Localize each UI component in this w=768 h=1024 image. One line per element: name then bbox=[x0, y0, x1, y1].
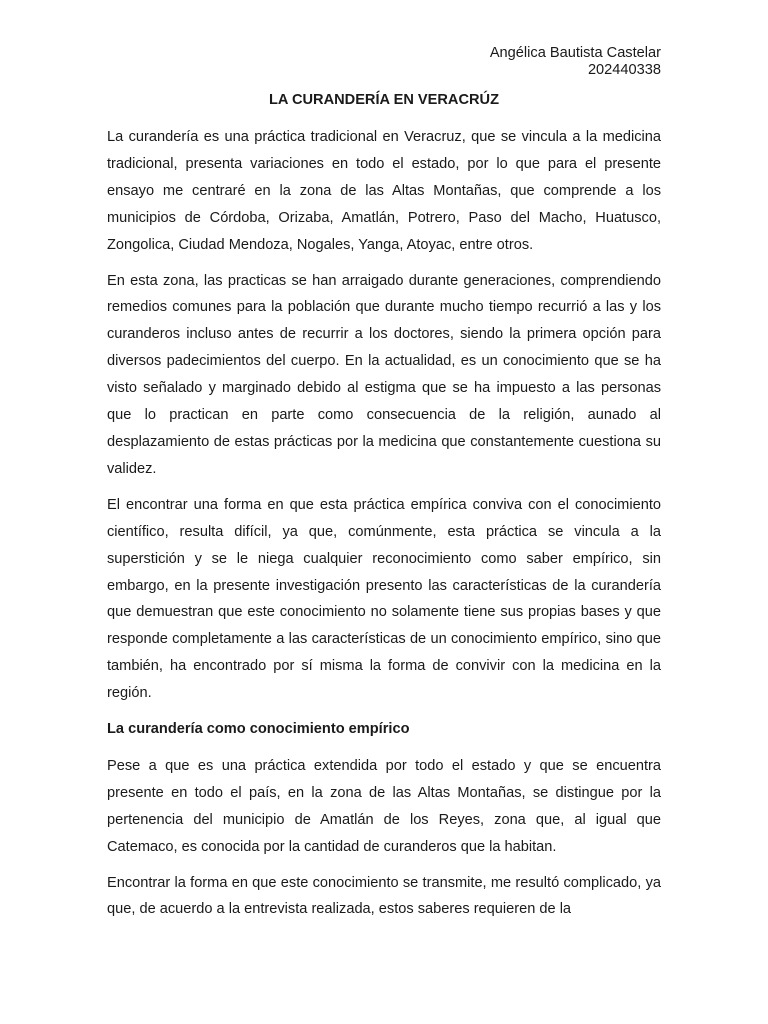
document-header bbox=[107, 45, 661, 79]
body-paragraph: En esta zona, las practicas se han arraigado durante generaciones, comprendiendo remedios comunes para la población que durante mucho tiempo recurrió a las y los curanderos incluso antes de recurrir a los doctores, siendo la primera opción para diversos padecimientos del cuerpo. En la actualidad, es un conocimiento que se ha visto señalado y marginado debido al estigma que se ha impuesto a las personas que lo practican en parte como consecuencia de la religión, aunado al desplazamiento de estas prácticas por la medicina que constantemente cuestiona su validez. bbox=[107, 272, 661, 477]
body-paragraph: La curandería es una práctica tradicional en Veracruz, que se vincula a la medicina tradicional, presenta variaciones en todo el estado, por lo que para el presente ensayo me centraré en la zona de las Altas Montañas, que comprende a los municipios de Córdoba, Orizaba, Amatlán, Potrero, Paso del Macho, Huatusco, Zongolica, Ciudad Mendoza, Nogales, Yanga, Atoyac, entre otros. bbox=[107, 129, 661, 253]
body-paragraph: Pese a que es una práctica extendida por todo el estado y que se encuentra presente en todo el país, en la zona de las Altas Montañas, se distingue por la pertenencia del municipio de Amatlán de los Reyes, zona que, al igual que Catemaco, es conocida por la cantidad de curanderos que la habitan. bbox=[107, 757, 661, 855]
document-title: LA CURANDERÍA EN VERACRÚZ bbox=[269, 92, 499, 108]
student-id: 202440338 bbox=[587, 62, 661, 78]
author-name: Angélica Bautista Castelar bbox=[489, 45, 661, 61]
document-page bbox=[107, 45, 661, 932]
section-heading: La curandería como conocimiento empírico bbox=[107, 721, 410, 738]
body-paragraph: El encontrar una forma en que esta práctica empírica conviva con el conocimiento científico, resulta difícil, ya que, comúnmente, esta práctica se vincula a la superstición y se le niega cualquier reconocimiento como saber empírico, sin embargo, en la presente investigación presento las características de la curandería que demuestran que este conocimiento no solamente tiene sus propias bases y que responde completamente a las características de un conocimiento empírico, sino que también, ha encontrado por sí misma la forma de convivir con la medicina en la región. bbox=[107, 496, 661, 702]
body-paragraph: Encontrar la forma en que este conocimiento se transmite, me resultó complicado, ya que, de acuerdo a la entrevista realizada, estos saberes requieren de la bbox=[107, 874, 661, 918]
